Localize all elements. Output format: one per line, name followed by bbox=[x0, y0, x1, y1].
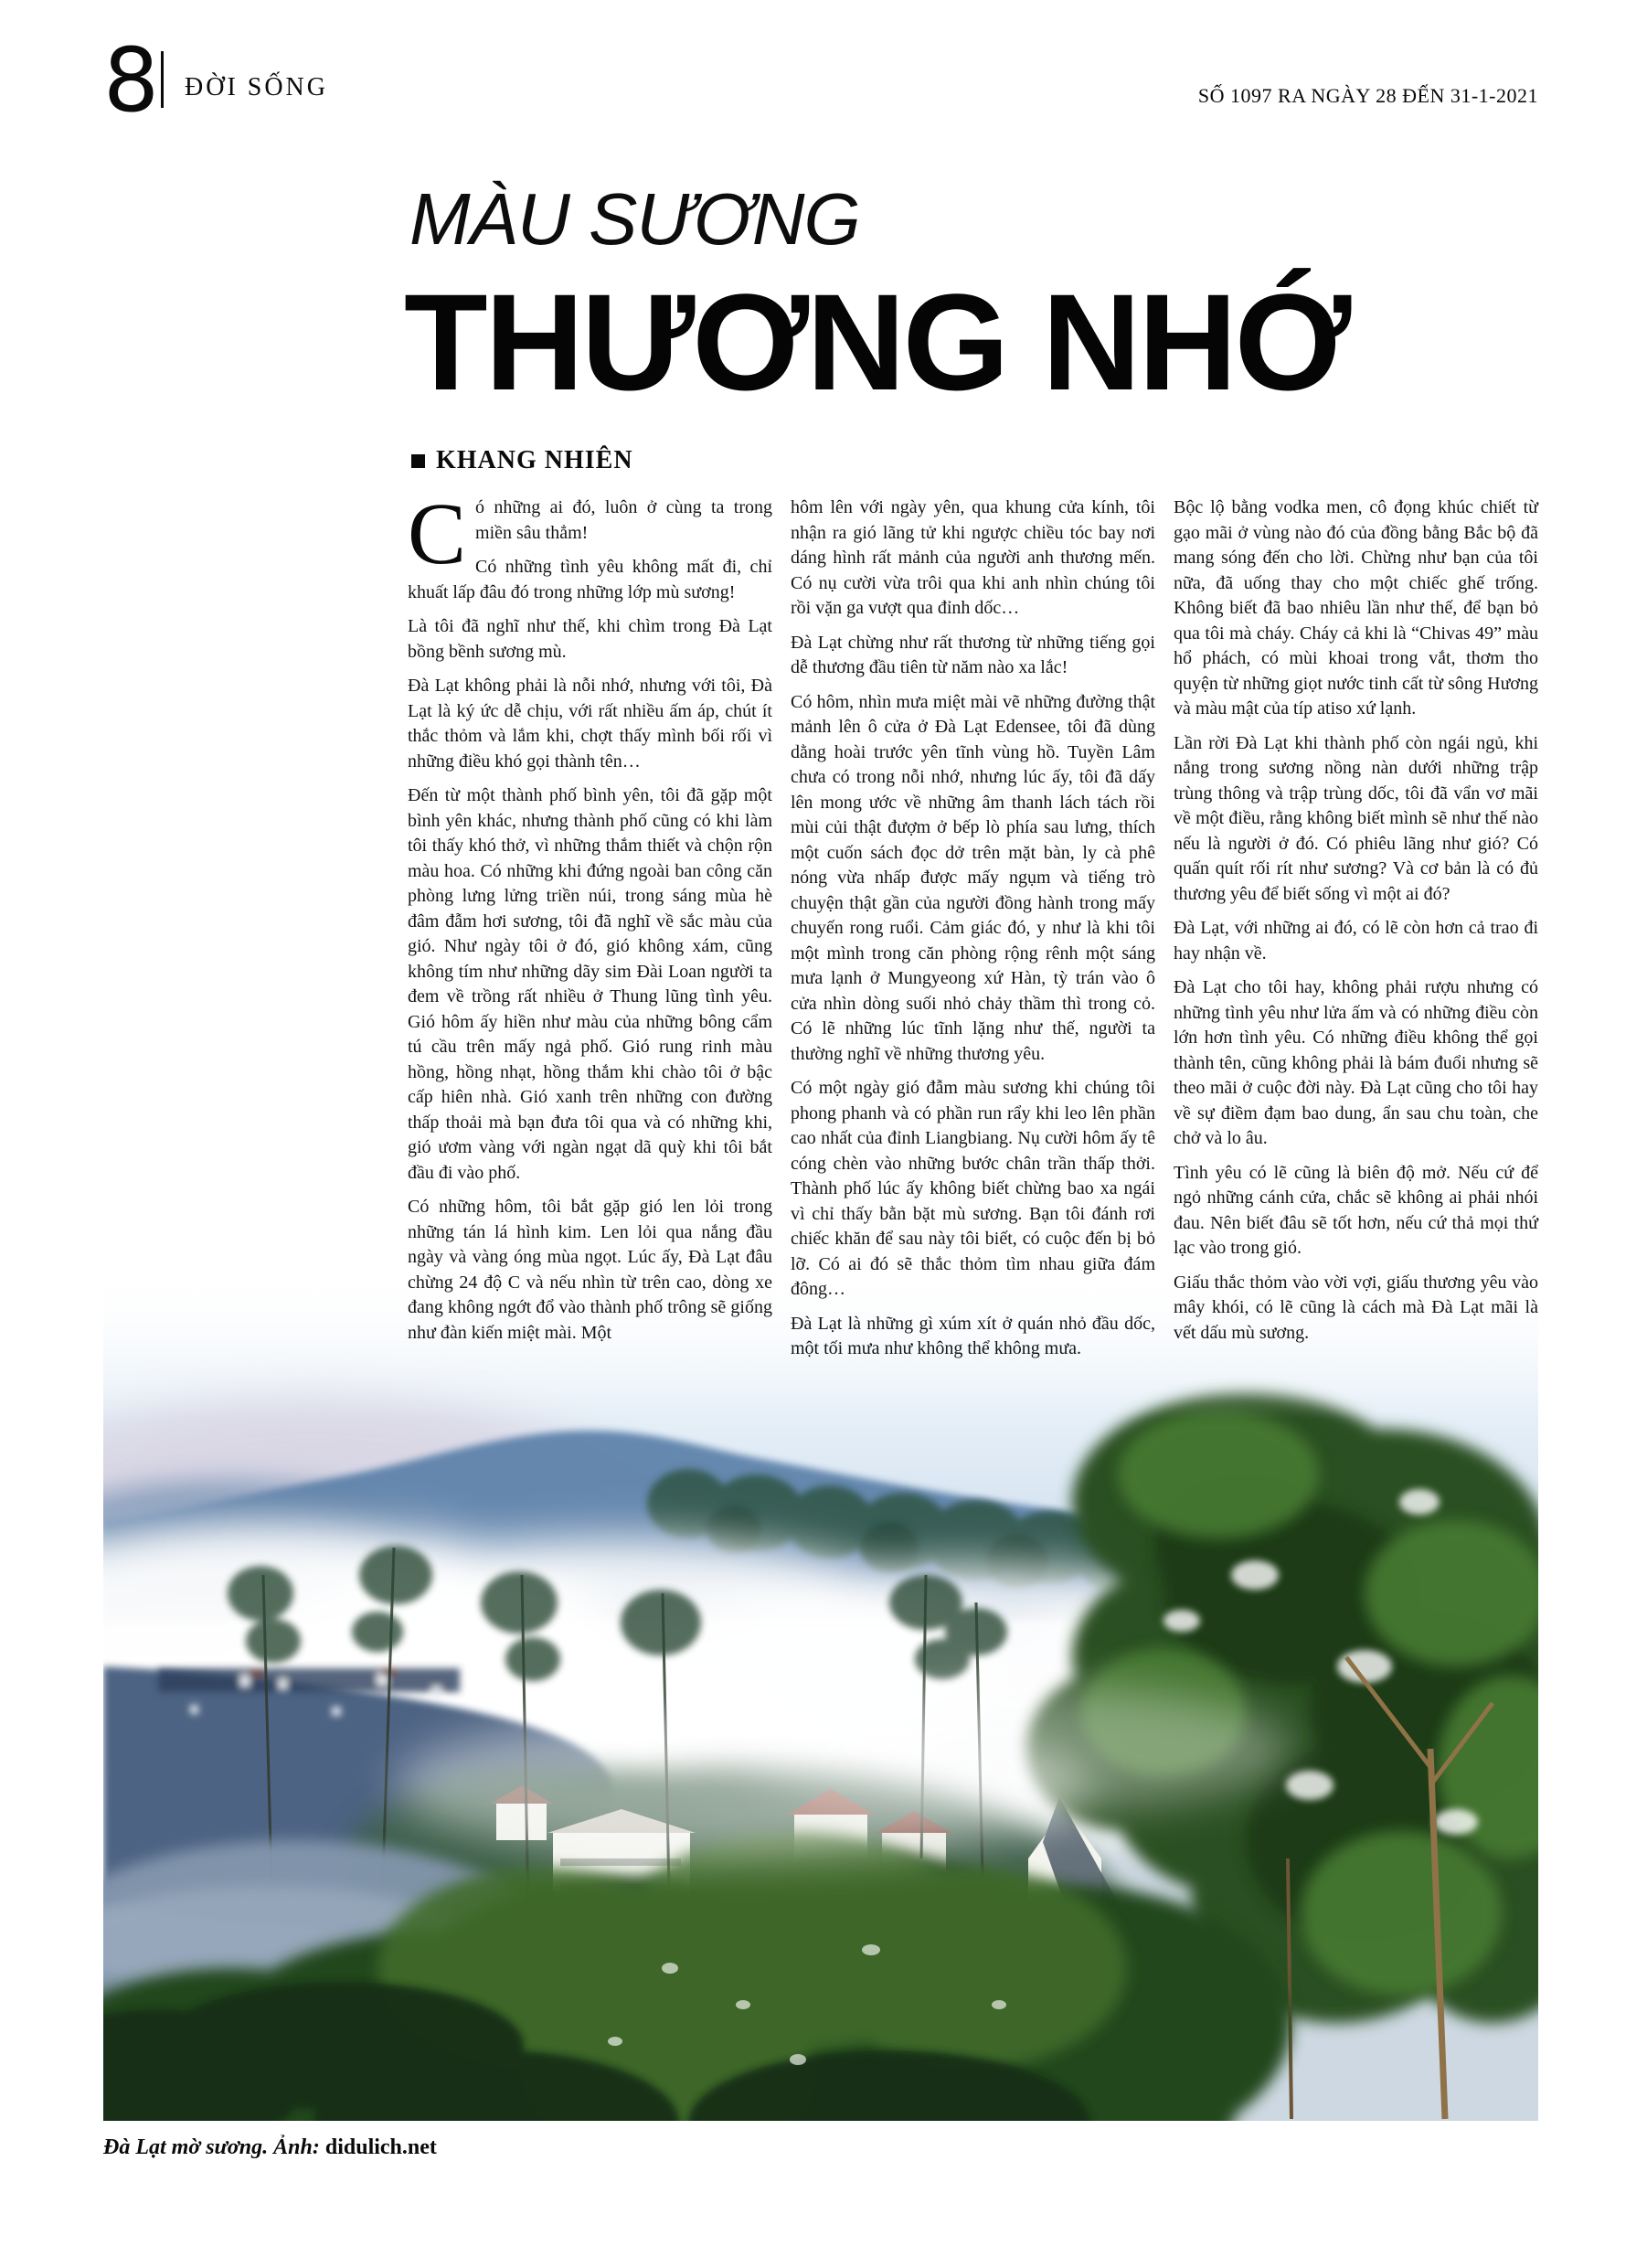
lead-text: ó những ai đó, luôn ở cùng ta trong miền sâu thẳm! bbox=[475, 497, 772, 543]
paragraph: Giấu thắc thỏm vào vời vợi, giấu thương yêu vào mây khói, có lẽ cũng là cách mà Đà Lạt mãi là vết dấu mù sương. bbox=[1174, 1272, 1538, 1343]
drop-cap: C bbox=[408, 484, 467, 582]
column-3 bbox=[1174, 495, 1538, 1371]
section-title: ĐỜI SỐNG bbox=[185, 73, 328, 101]
paragraph: Có hôm, nhìn mưa miệt mài vẽ những đường thật mảnh lên ô cửa ở Đà Lạt Edensee, tôi đã dùng dằng hoài trước yên tĩnh vùng hồ. Tuyền Lâm chưa có trong nỗi nhớ, nhưng lúc ấy, tôi đã dấy lên mong ước về những âm thanh lách tách rồi mùi củi thật đượm ở bếp lò phía sau lưng, thích một cuốn sách đọc dở trên mặt bàn, ly cà phê nóng vừa nhấp được mấy ngụm và tiếng trò chuyện thật gần của người đồng hành trong mấy chuyến rong ruổi. Cảm giác đó, y như là khi tôi một mình trong căn phòng rộng rênh một sáng mưa lạnh ở Mungyeong xứ Hàn, tỳ trán vào ô cửa nhìn dòng suối nhỏ chảy thầm thì trong cỏ. Có lẽ những lúc tĩnh lặng như thế, người ta thường nghĩ về những thương yêu. bbox=[791, 691, 1155, 1064]
photo-caption bbox=[103, 2135, 437, 2160]
column-1 bbox=[408, 484, 772, 1371]
paragraph: Là tôi đã nghĩ như thế, khi chìm trong Đà Lạt bồng bềnh sương mù. bbox=[408, 616, 772, 662]
paragraph: Đà Lạt chừng như rất thương từ những tiếng gọi dễ thương đầu tiên từ năm nào xa lắc! bbox=[791, 632, 1155, 677]
article-kicker: MÀU SƯƠNG bbox=[409, 178, 860, 260]
author-name: KHANG NHIÊN bbox=[436, 446, 633, 474]
paragraph: Bộc lộ bằng vodka men, cô đọng khúc chiết từ gạo mãi ở vùng nào đó của đồng bằng Bắc bộ đã mang sóng đến cho lời. Chừng như bạn của tôi nữa, đã uống thay cho một chiếc ghế trống. Không biết đã bao nhiêu lần như thế, để bạn bỏ qua tôi mà cháy. Cháy cả khi là “Chivas 49” màu hổ phách, có mùi khoai trong vắt, thơm tho quyện từ những giọt nước tinh cất từ sông Hương và màu mật của típ atiso xứ lạnh. bbox=[1174, 497, 1538, 719]
byline bbox=[411, 446, 633, 475]
column-1-paragraphs bbox=[408, 555, 772, 1346]
caption-text: Đà Lạt mờ sương. Ảnh: bbox=[103, 2135, 325, 2159]
caption-credit: didulich.net bbox=[324, 2135, 437, 2159]
paragraph: Đà Lạt cho tôi hay, không phải rượu nhưng có những tình yêu như lửa ấm và có những điều còn lớn hơn tình yêu. Có những điều không thể gọi thành tên, cũng không phải là bám đuổi nhưng sẽ theo mãi ở cuộc đời này. Đà Lạt cũng cho tôi hay về sự điềm đạm bao dung, ẩn sau chu toàn, che chở và lo âu. bbox=[1174, 977, 1538, 1148]
paragraph: Có những hôm, tôi bắt gặp gió len lỏi trong những tán lá hình kim. Len lỏi qua nắng đầu ngày và vàng óng mùa ngọt. Lúc ấy, Đà Lạt đâu chừng 24 độ C và nếu nhìn từ trên cao, dòng xe đang không ngớt đổ vào thành phố trông sẽ giống như đàn kiến miệt mài. Một bbox=[408, 1197, 772, 1343]
paragraph: Đà Lạt là những gì xúm xít ở quán nhỏ đầu dốc, một tối mưa như không thể không mưa. bbox=[791, 1313, 1155, 1358]
article-title: THƯƠNG NHỚ bbox=[404, 265, 1349, 419]
paragraph: Lần rời Đà Lạt khi thành phố còn ngái ngủ, khi nắng trong sương nồng nàn dưới những trập trùng thông và trập trùng dốc, tôi đã vẩn vơ mãi về một điều, rằng không biết mình sẽ như thế nào nếu là người ở đó. Có phiêu lãng như gió? Có quấn quít rối rít như sương? Và cơ bản là có đủ thương yêu để biết sống vì một ai đó? bbox=[1174, 732, 1538, 904]
column-2 bbox=[791, 495, 1155, 1371]
issue-info: SỐ 1097 RA NGÀY 28 ĐẾN 31-1-2021 bbox=[1197, 84, 1538, 107]
paragraph: Có một ngày gió đẫm màu sương khi chúng tôi phong phanh và có phần run rẩy khi leo lên phần cao nhất của đỉnh Liangbiang. Nụ cười hôm ấy tê cóng chèn vào những bước chân trần thấp thởi. Thành phố lúc ấy không biết chừng bao xa ngái vì chỉ thấy bằn bặt mù sương. Bạn tôi đánh rơi chiếc khăn để sau này tôi biết, có cuộc đến bị bỏ lỡ. Có ai đó sẽ thắc thỏm tìm nhau giữa đám đông… bbox=[791, 1078, 1155, 1299]
header-divider bbox=[161, 51, 164, 108]
paragraph: hôm lên với ngày yên, qua khung cửa kính, tôi nhận ra gió lãng tử khi ngược chiều tóc bay nơi dáng hình rất mảnh của người anh thương mến. Có nụ cười vừa trôi qua khi anh nhìn chúng tôi rồi vặn ga vượt qua đỉnh dốc… bbox=[791, 497, 1155, 618]
page-number: 8 bbox=[103, 29, 160, 132]
paragraph: Tình yêu có lẽ cũng là biên độ mở. Nếu cứ để ngỏ những cánh cửa, chắc sẽ không ai phải nhói đau. Nên biết đâu sẽ tốt hơn, nếu cứ thả mọi thứ lạc vào trong gió. bbox=[1174, 1162, 1538, 1258]
dalat-fog-photo-art bbox=[103, 1273, 1538, 2121]
paragraph: Có những tình yêu không mất đi, chỉ khuất lấp đâu đó trong những lớp mù sương! bbox=[408, 557, 772, 602]
page-header bbox=[0, 0, 1647, 146]
paragraph: Đà Lạt, với những ai đó, có lẽ còn hơn cả trao đi hay nhận về. bbox=[1174, 918, 1538, 964]
paragraph: Đến từ một thành phố bình yên, tôi đã gặp một bình yên khác, nhưng thành phố cũng có khi làm tôi thấy khó thở, vì những thắm thiết và chộn rộn màu hoa. Có những khi đứng ngoài ban công căn phòng lưng lửng triền núi, trong sáng mùa hè đâm đẫm hơi sương, tôi đã nghĩ về sắc màu của gió. Như ngày tôi ở đó, gió không xám, cũng không tím như những dãy sim Đài Loan người ta đem về trồng rất nhiều ở Thung lũng tình yêu. Gió hôm ấy hiền như màu của những bông cẩm tú cầu trên mấy ngả phố. Gió rung rinh màu hồng, hồng nhạt, hồng thắm khi chào tôi ở bậc cấp hiên nhà. Gió xanh trên những con đường thấp thoải mà bạn đưa tôi qua và có những khi, gió ươm vàng với ngàn ngạt dã quỳ khi tôi bắt đầu đi vào phố. bbox=[408, 785, 772, 1183]
article-body bbox=[408, 484, 1538, 1371]
byline-bullet-icon bbox=[411, 454, 425, 468]
paragraph: Đà Lạt không phải là nỗi nhớ, nhưng với tôi, Đà Lạt là ký ức dễ chịu, với rất nhiều ấm áp, chút ít thắc thỏm và lắm khi, chợt thấy mình bối rối vì những điều khó gọi thành tên… bbox=[408, 676, 772, 772]
dalat-fog-photo bbox=[103, 1273, 1538, 2121]
